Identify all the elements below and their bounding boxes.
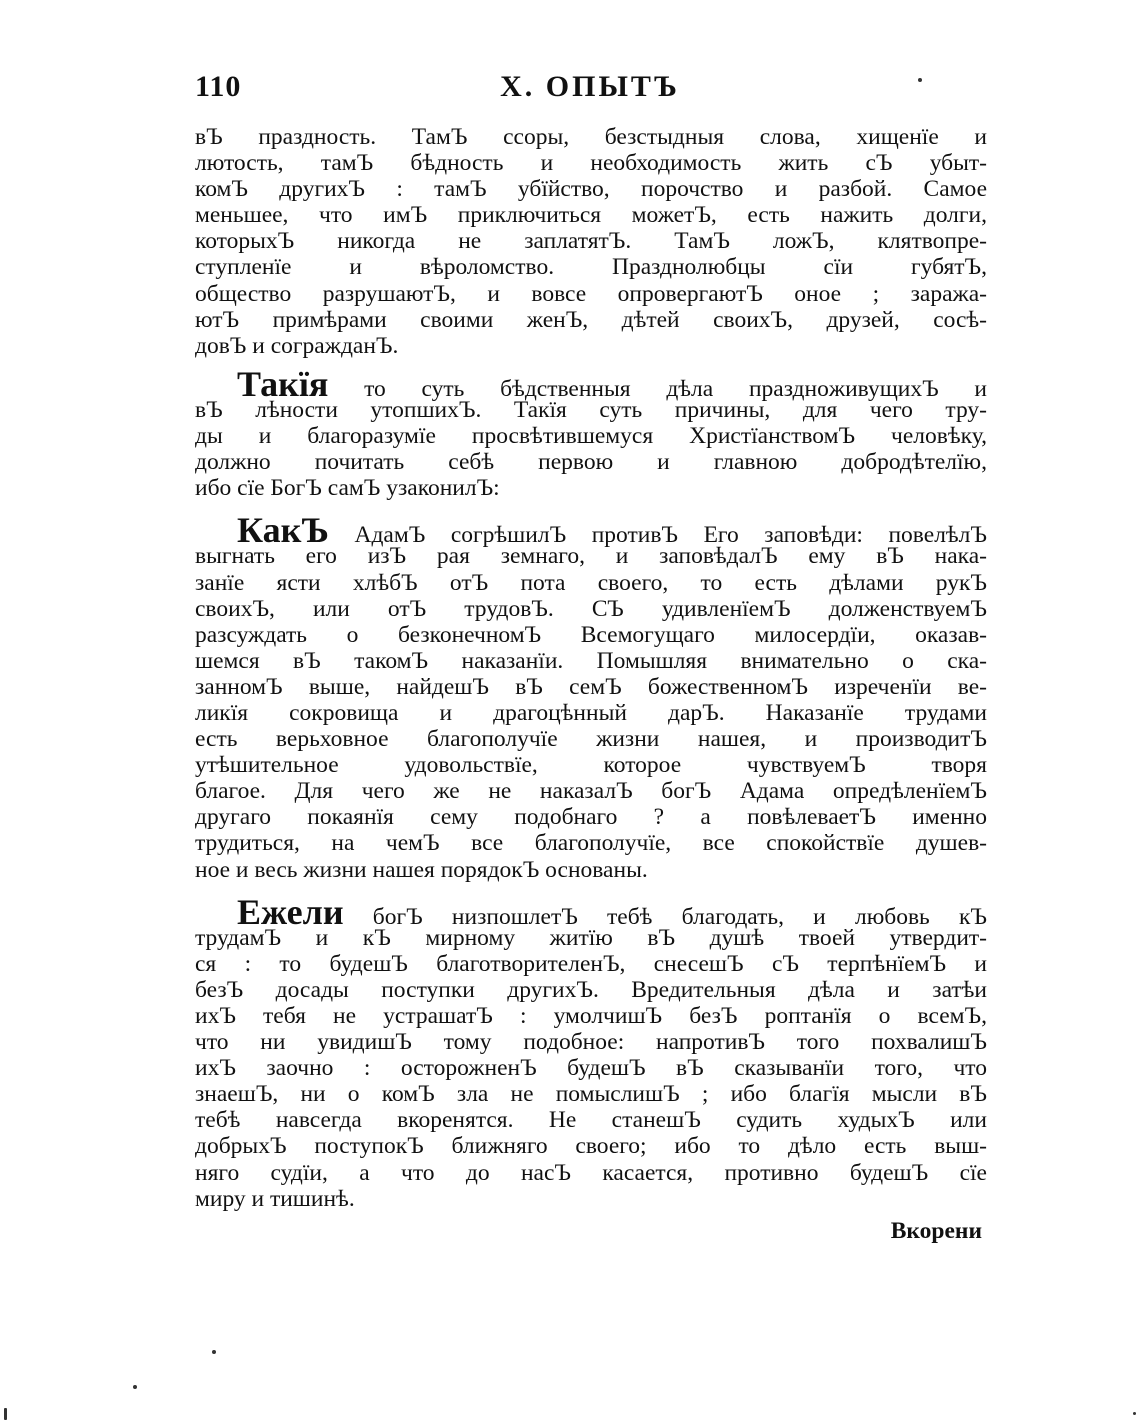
text-line: что ни увидишЪ тому подобное: напротивЪ того похвалишЪ [195, 1029, 987, 1056]
paragraph-3 [195, 510, 987, 883]
text-line [195, 510, 987, 551]
text-line: есть верьховное благополучїе жизни нашея, и производитЪ [195, 726, 987, 753]
text-line: комЪ другихЪ : тамЪ убїйство, порочство и разбой. Самое [195, 176, 987, 203]
running-head [195, 70, 985, 110]
text-fragment: АдамЪ согрѣшилЪ противЪ Его заповѣди: повелѣлЪ [354, 522, 987, 549]
paragraph-initial-word: Такїя [237, 363, 329, 404]
catchword: Вкорени [890, 1218, 982, 1244]
text-line: ихЪ тебя не устрашатЪ : умолчишЪ безЪ роптанїя о всемЪ, [195, 1003, 987, 1029]
text-fragment: богЪ низпошлетЪ тебѣ благодать, и любовь кЪ [372, 903, 987, 930]
text-line: своихЪ, или отЪ трудовЪ. СЪ удивленїемЪ долженствуемЪ [195, 595, 987, 622]
text-line: занномЪ выше, найдешЪ вЪ семЪ божественномЪ изреченїи ве- [195, 673, 987, 700]
text-line: шемся вЪ такомЪ наказанїи. Помышляя внимательно о ска- [195, 647, 987, 674]
text-line [195, 363, 988, 404]
scan-speck [918, 78, 922, 82]
text-line: знаешЪ, ни о комЪ зла не помыслишЪ ; ибо благїя мысли вЪ [195, 1081, 987, 1108]
text-line: тебѣ навсегда вкоренятся. Не станешЪ судить худыхЪ или [195, 1107, 987, 1134]
text-line [195, 891, 987, 932]
paragraph-1 [195, 124, 987, 359]
text-line: довЪ и согражданЪ. [195, 332, 399, 359]
paragraph-4 [195, 891, 987, 1212]
text-line: трудиться, на чемЪ все благополучїе, все спокойствїе душев- [195, 830, 987, 857]
text-line: другаго покаянїя сему подобнаго ? а повѣлеваетЪ именно [195, 804, 987, 831]
text-line: безЪ досады поступки другихЪ. Вредительныя дѣла и затѣи [195, 976, 987, 1003]
scan-speck [133, 1385, 137, 1389]
text-line: ибо сїе БогЪ самЪ узаконилЪ: [195, 475, 500, 502]
text-line: няго судїи, а что до насЪ касается, противно будешЪ сїе [195, 1159, 987, 1186]
scan-speck [212, 1350, 216, 1354]
text-line: утѣшительное удовольствїе, которое чувствуемЪ творя [195, 752, 987, 779]
text-line: добрыхЪ поступокЪ ближняго своего; ибо то дѣло есть выш- [195, 1133, 987, 1160]
text-line: выгнать его изЪ рая земнаго, и заповѣдалЪ ему вЪ нака- [195, 543, 987, 570]
text-line: ды и благоразумїе просвѣтившемуся ХристїанствомЪ человѣку, [195, 423, 987, 450]
text-line: занїе ясти хлѣбЪ отЪ пота своего, то есть дѣлами рукЪ [195, 569, 987, 596]
scan-speck [1133, 1412, 1136, 1415]
text-line: разсуждать о безконечномЪ Всемогущаго милосердїи, оказав- [195, 621, 987, 648]
text-line: вЪ лѣности утопшихЪ. Такїя суть причины, для чего тру- [195, 396, 987, 423]
page-number: 110 [195, 70, 242, 103]
paragraph-initial-word: Ежели [237, 891, 344, 932]
paragraph-initial-word: КакЪ [237, 510, 329, 551]
text-line: благое. Для чего же не наказалЪ богЪ Адама опредѣленїемЪ [195, 778, 987, 805]
text-line: вЪ праздность. ТамЪ ссоры, безстыдныя слова, хищенїе и [195, 124, 987, 150]
text-line: миру и тишинѣ. [195, 1185, 355, 1212]
text-fragment: то суть бѣдственныя дѣла празднoживущихЪ и [364, 375, 988, 402]
paragraph-2 [195, 363, 988, 502]
chapter-title: X. ОПЫТЪ [500, 70, 680, 103]
text-line: лютость, тамЪ бѣдность и необходимость жить сЪ убыт- [195, 150, 987, 177]
text-line: должно почитать себѣ первою и главною добродѣтелїю, [195, 449, 987, 476]
text-line: ся : то будешЪ благотворителенЪ, снесешЪ сЪ терпѣнїемЪ и [195, 950, 987, 977]
body-text [195, 124, 987, 1212]
text-line: трудамЪ и кЪ мирному житїю вЪ душѣ твоей утвердит- [195, 924, 987, 951]
text-line: ное и весь жизни нашея порядокЪ основаны. [195, 856, 648, 883]
scan-speck [4, 1408, 7, 1420]
text-line: ютЪ примѣрами своими женЪ, дѣтей своихЪ, друзей, сосѣ- [195, 306, 987, 333]
text-line: общество разрушаютЪ, и вовсе опровергаютЪ оное ; заража- [195, 280, 987, 307]
text-line: ликїя сокровища и драгоцѣнный дарЪ. Наказанїе трудами [195, 699, 987, 726]
text-line: которыхЪ никогда не заплатятЪ. ТамЪ ложЪ, клятвопре- [195, 228, 987, 255]
text-line: ступленїе и вѣроломство. Празднолюбцы сїи губятЪ, [195, 254, 987, 281]
text-line: ихЪ заочно : осторожненЪ будешЪ вЪ сказыванїи того, что [195, 1055, 987, 1082]
text-line: меньшее, что имЪ приключиться можетЪ, есть нажить долги, [195, 202, 987, 229]
